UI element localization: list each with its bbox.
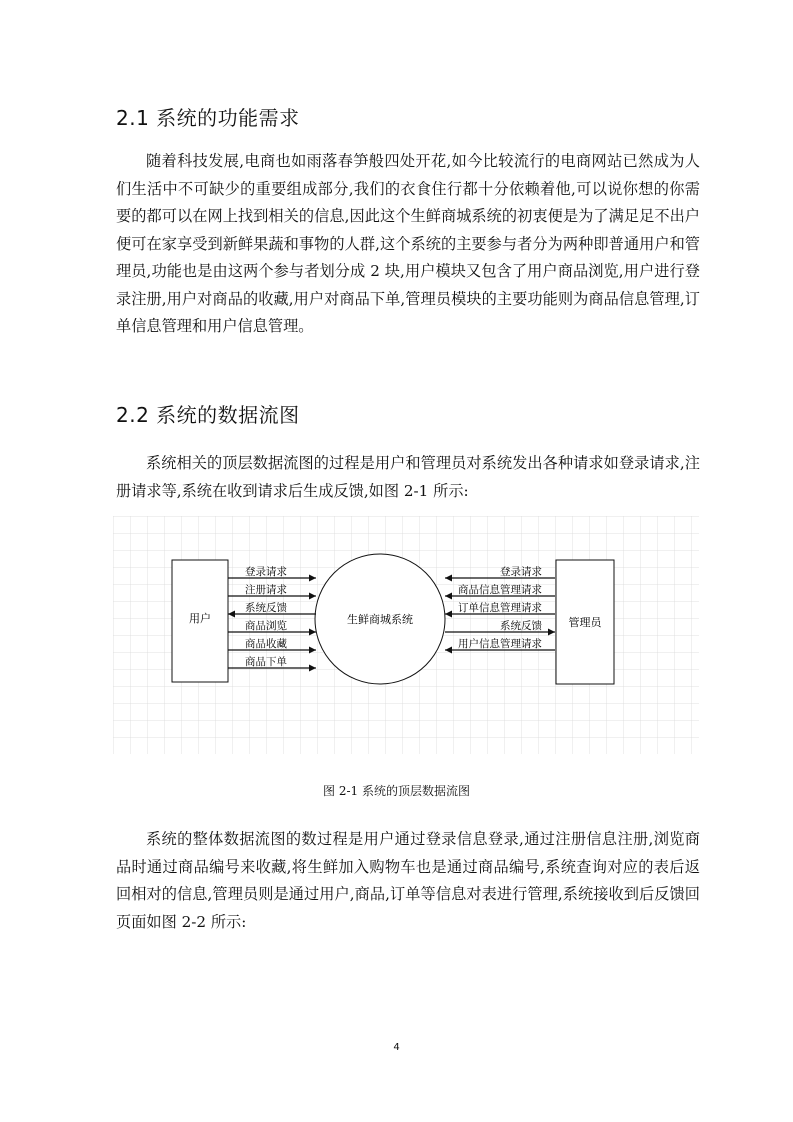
admin-flow-label-4: 用户信息管理请求 (458, 638, 542, 650)
user-flow-label-5: 商品下单 (245, 656, 287, 668)
dfd-canvas (113, 516, 699, 754)
admin-entity-label: 管理员 (568, 616, 602, 629)
section-heading-2-2: 2.2 系统的数据流图 (116, 403, 300, 427)
admin-flow-label-1: 商品信息管理请求 (458, 584, 542, 596)
admin-flow-group (445, 565, 555, 650)
admin-flow-label-0: 登录请求 (500, 566, 542, 578)
system-process-label: 生鲜商城系统 (347, 613, 413, 626)
section-heading-2-1: 2.1 系统的功能需求 (116, 106, 300, 130)
admin-flow-label-3: 系统反馈 (500, 620, 542, 632)
user-flow-label-4: 商品收藏 (245, 638, 287, 650)
section-2-2-paragraph-2: 系统的整体数据流图的数过程是用户通过登录信息登录,通过注册信息注册,浏览商品时通过商品编号来收藏,将生鲜加入购物车也是通过商品编号,系统查询对应的表后返回相对的信息,管理员则是通过用户,商品,订单等信息对表进行管理,系统接收到后反馈回页面如图 2-2 所示: (116, 830, 700, 931)
admin-flow-label-2: 订单信息管理请求 (458, 602, 542, 614)
page-number: 4 (393, 1042, 400, 1053)
user-entity-label: 用户 (189, 612, 211, 625)
section-2-2-paragraph-1: 系统相关的顶层数据流图的过程是用户和管理员对系统发出各种请求如登录请求,注册请求等,系统在收到请求后生成反馈,如图 2-1 所示: (116, 454, 700, 500)
user-flow-label-0: 登录请求 (245, 566, 287, 578)
user-flow-label-3: 商品浏览 (245, 620, 287, 632)
user-flow-label-1: 注册请求 (245, 584, 287, 596)
data-flow-diagram (113, 516, 699, 754)
user-flow-label-2: 系统反馈 (245, 602, 287, 614)
figure-caption: 图 2-1 系统的顶层数据流图 (323, 784, 470, 798)
section-2-1-paragraph: 随着科技发展,电商也如雨落春笋般四处开花,如今比较流行的电商网站已然成为人们生活中不可缺少的重要组成部分,我们的衣食住行都十分依赖着他,可以说你想的你需要的都可以在网上找到相关的信息,因此这个生鲜商城系统的初衷便是为了满足足不出户便可在家享受到新鲜果蔬和事物的人群,这个系统的主要参与者分为两种即普通用户和管理员,功能也是由这两个参与者划分成 2 块,用户模块又包含了用户商品浏览,用户进行登录注册,用户对商品的收藏,用户对商品下单,管理员模块的主要功能则为商品信息管理,订单信息管理和用户信息管理。 (116, 152, 700, 335)
